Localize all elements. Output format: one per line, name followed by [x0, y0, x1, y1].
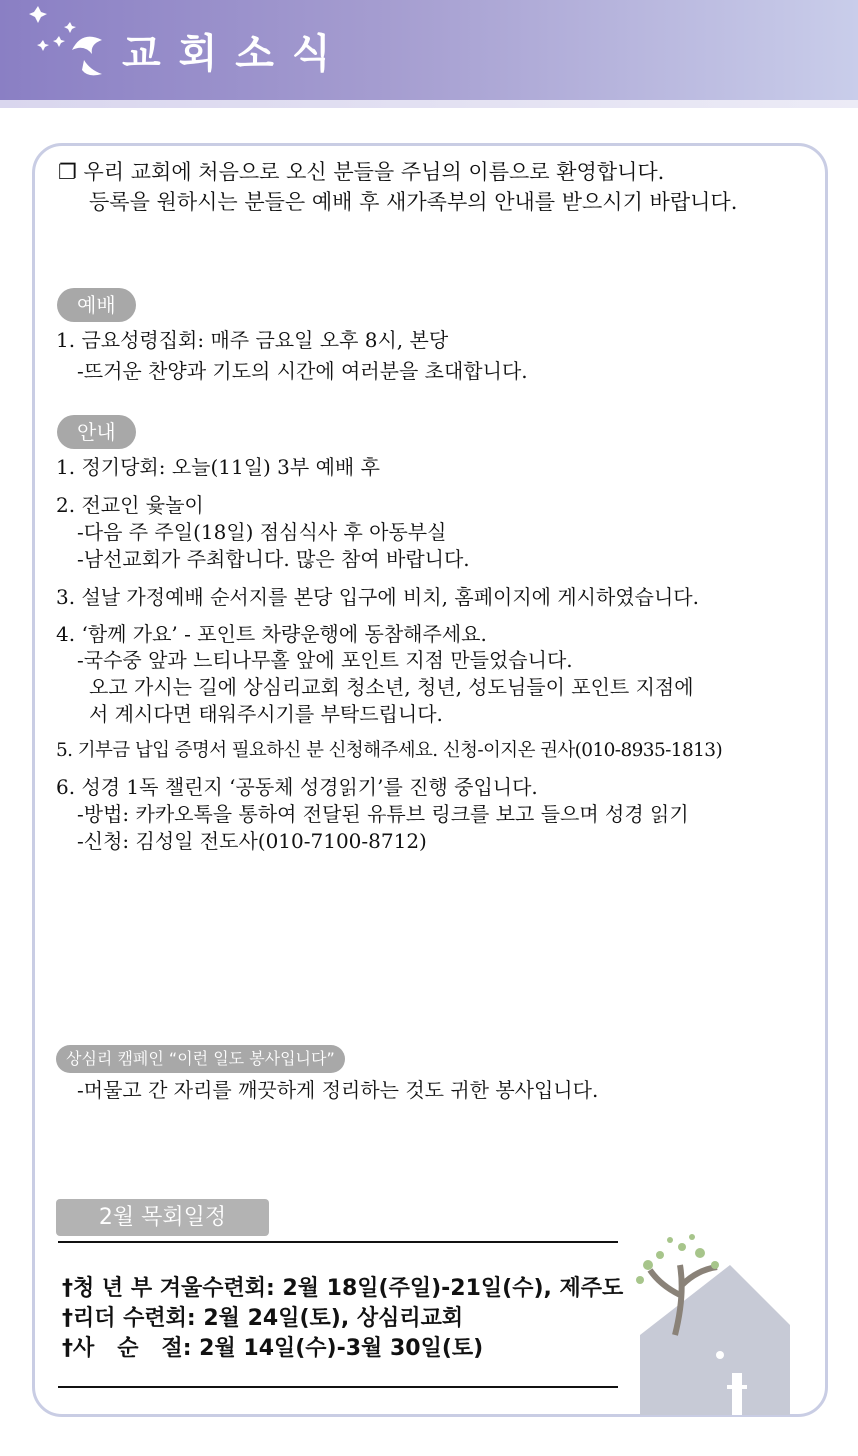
notice-item-4-sub-3: 서 계시다면 태워주시기를 부탁드립니다. [89, 702, 443, 726]
worship-item-1-sub: -뜨거운 찬양과 기도의 시간에 여러분을 초대합니다. [77, 359, 528, 383]
notice-item-6: 6. 성경 1독 챌린지 ‘공동체 성경읽기’를 진행 중입니다. [56, 775, 538, 799]
campaign-text: -머물고 간 자리를 깨끗하게 정리하는 것도 귀한 봉사입니다. [77, 1078, 599, 1102]
notice-item-3: 3. 설날 가정예배 순서지를 본당 입구에 비치, 홈페이지에 게시하였습니다. [56, 585, 699, 609]
notice-item-2-sub-1: -다음 주 주일(18일) 점심식사 후 아동부실 [77, 520, 447, 544]
worship-section-label: 예배 [57, 288, 136, 322]
notice-item-4: 4. ‘함께 가요’ - 포인트 차량운행에 동참해주세요. [56, 622, 487, 646]
campaign-label: 상심리 캠페인 “이런 일도 봉사입니다” [56, 1045, 345, 1073]
church-icon [620, 1225, 810, 1415]
schedule-top-rule [58, 1241, 618, 1243]
schedule-row-1: †청 년 부 겨울수련회: 2월 18일(주일)-21일(수), 제주도 [62, 1276, 624, 1301]
schedule-row-2: †리더 수련회: 2월 24일(토), 상심리교회 [62, 1306, 464, 1331]
notice-item-2: 2. 전교인 윷놀이 [56, 493, 204, 517]
butterfly-icon [12, 4, 122, 84]
notice-item-4-sub-2: 오고 가시는 길에 상심리교회 청소년, 청년, 성도님들이 포인트 지점에 [89, 675, 694, 699]
welcome-line-2: 등록을 원하시는 분들은 예배 후 새가족부의 안내를 받으시기 바랍니다. [89, 190, 738, 214]
notice-item-2-sub-2: -남선교회가 주최합니다. 많은 참여 바랍니다. [77, 547, 470, 571]
schedule-label: 2월 목회일정 [56, 1199, 269, 1236]
schedule-row-3: †사 순 절: 2월 14일(수)-3월 30일(토) [62, 1336, 484, 1361]
header-strip [0, 100, 858, 108]
notice-item-1: 1. 정기당회: 오늘(11일) 3부 예배 후 [56, 455, 380, 479]
notice-item-6-sub-2: -신청: 김성일 전도사(010-7100-8712) [77, 829, 427, 853]
schedule-bottom-rule [58, 1386, 618, 1388]
welcome-line-1: ❐ 우리 교회에 처음으로 오신 분들을 주님의 이름으로 환영합니다. [58, 160, 665, 184]
notice-item-5: 5. 기부금 납입 증명서 필요하신 분 신청해주세요. 신청-이지온 권사(010-8935-1813) [56, 740, 723, 761]
page-title: 교회소식 [122, 31, 349, 77]
notice-item-6-sub-1: -방법: 카카오톡을 통하여 전달된 유튜브 링크를 보고 들으며 성경 읽기 [77, 802, 689, 826]
worship-item-1: 1. 금요성령집회: 매주 금요일 오후 8시, 본당 [56, 328, 449, 352]
notice-section-label: 안내 [57, 415, 136, 449]
notice-item-4-sub-1: -국수중 앞과 느티나무홀 앞에 포인트 지점 만들었습니다. [77, 648, 573, 672]
